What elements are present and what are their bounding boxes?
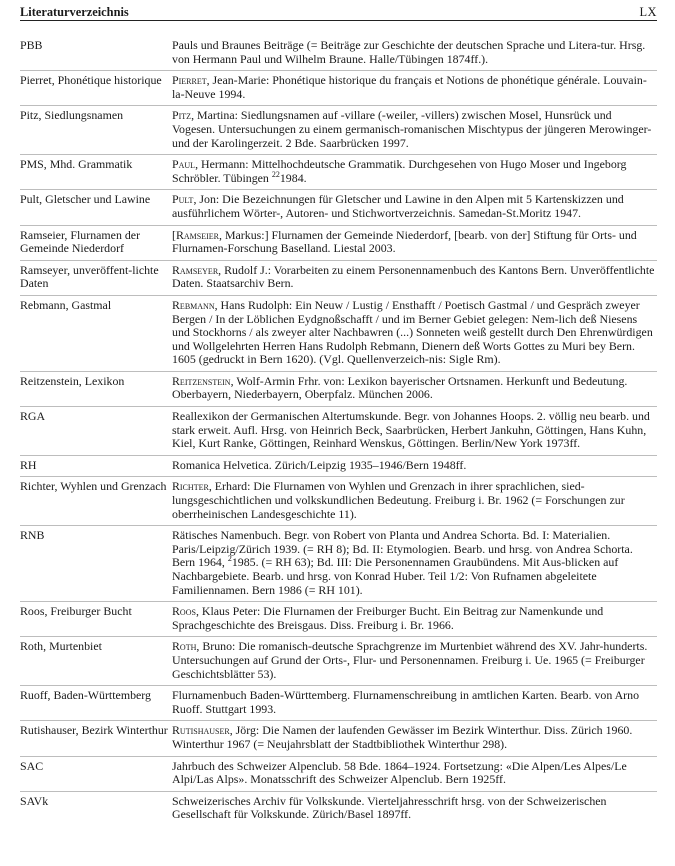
- entry-abbreviation: Roth, Murtenbiet: [20, 639, 102, 654]
- entry-description: Reallexikon der Germanischen Altertumskunde. Begr. von Johannes Hoops. 2. völlig neu bearb. und stark erweit. Aufl. Hrsg. von Heinrich Beck, Saarbrücken, Herbert Jankuhn, Göttingen, Hans Kuhn, Kiel, Kurt Ranke, Göttingen, Reinhard Wenskus, Göttingen. Berlin/New York 1973ff.: [172, 409, 650, 451]
- entry-abbreviation: Ramseyer, unveröffent-lichte Daten: [20, 262, 159, 291]
- bibliography-entry: [20, 36, 657, 71]
- entry-abbreviation: Roos, Freiburger Bucht: [20, 604, 132, 619]
- author-name: Roos: [172, 604, 196, 619]
- entry-description: Roos, Klaus Peter: Die Flurnamen der Freiburger Bucht. Ein Beitrag zur Namenkunde und Sprachgeschichte des Breisgaus. Diss. Freiburg i. Br. 1966.: [172, 604, 604, 632]
- entry-abbreviation: RH: [20, 457, 37, 472]
- entry-description: Reitzenstein, Wolf-Armin Frhr. von: Lexikon bayerischer Ortsnamen. Herkunft und Bedeutung. Oberbayern, Niederbayern, Oberpfalz. München 2006.: [172, 373, 628, 402]
- entry-description: Pult, Jon: Die Bezeichnungen für Gletscher und Lawine in den Alpen mit 5 Kartenskizzen und ausführlichem Wörter-, Autoren- und Stichwortverzeichnis. Samedan-St.Moritz 1947.: [172, 192, 624, 220]
- bibliography-entry: [20, 407, 657, 456]
- entry-abbreviation: Rutishauser, Bezirk Winterthur: [20, 723, 168, 738]
- entry-abbreviation: Rebmann, Gastmal: [20, 297, 112, 312]
- entry-description: Romanica Helvetica. Zürich/Leipzig 1935–1946/Bern 1948ff.: [172, 457, 467, 472]
- entry-description: Pauls und Braunes Beiträge (= Beiträge zur Geschichte der deutschen Sprache und Litera-tur. Hrsg. von Hermann Paul und Wilhelm Braune. Halle/Tübingen 1874ff.).: [172, 38, 646, 66]
- entry-abbreviation: RNB: [20, 528, 45, 543]
- bibliography-entry: [20, 190, 657, 225]
- entry-abbreviation: Reitzenstein, Lexikon: [20, 373, 125, 388]
- running-head: [20, 3, 657, 21]
- author-name: Reitzenstein: [172, 373, 231, 388]
- entry-abbreviation: RGA: [20, 409, 46, 424]
- entry-abbreviation: Pierret, Phonétique historique: [20, 73, 162, 88]
- author-name: Pitz: [172, 108, 192, 123]
- author-name: Paul: [172, 157, 196, 172]
- edition-superscript: 2: [227, 554, 232, 564]
- bibliography-entry: [20, 456, 657, 478]
- entry-abbreviation: Richter, Wyhlen und Grenzach: [20, 479, 167, 494]
- entry-abbreviation: Ramseier, Flurnamen der Gemeinde Niederdorf: [20, 227, 141, 256]
- bibliography-entry: [20, 106, 657, 155]
- entry-description: Rutishauser, Jörg: Die Namen der laufenden Gewässer im Bezirk Winterthur. Diss. Zürich 1960. Winterthur 1967 (= Neujahrsblatt der Stadtbibliothek Winterthur 298).: [172, 723, 633, 751]
- entry-description: Paul, Hermann: Mittelhochdeutsche Grammatik. Durchgesehen von Hugo Moser und Ingeborg Schröbler. Tübingen $^{22}$1984.: [172, 157, 627, 185]
- entry-description: Roth, Bruno: Die romanisch-deutsche Sprachgrenze im Murtenbiet während des XV. Jahr-hunderts. Untersuchungen auf Grund der Orts-, Flur- und Personennamen. Freiburg i. Ue. 1965 (= Freiburger Geschichtsblätter 53).: [172, 639, 648, 681]
- bibliography-entry: [20, 226, 657, 261]
- entry-description: [Ramseier, Markus:] Flurnamen der Gemeinde Niederdorf, [bearb. von der] Stiftung für Orts- und Flurnamen-Forschung Baselland. Liestal 2003.: [172, 227, 637, 256]
- author-name: Rutishauser: [172, 723, 230, 738]
- page-number: LX: [639, 5, 657, 19]
- entry-description: Rätisches Namenbuch. Begr. von Robert von Planta und Andrea Schorta. Bd. I: Materialien. Paris/Leipzig/Zürich 1939. (= RH 8); Bd. II: Etymologien. Bearb. und hrsg. von Andrea Schorta. Bern 1964, $^2$1985. (= RH 63); Bd. III: Die Personennamen Graubündens. Mit Aus-blicken auf Nachbargebiete. Bearb. und hrsg. von Konrad Huber. Teil 1/2: Von Rufnamen abgeleitete Familiennamen. Bern 1986 (= RH 101).: [172, 528, 633, 597]
- entry-description: Flurnamenbuch Baden-Württemberg. Flurnamenschreibung in amtlichen Karten. Bearb. von Arno Ruoff. Stuttgart 1993.: [172, 688, 640, 716]
- entry-description: Rebmann, Hans Rudolph: Ein Neuw / Lustig / Ensthafft / Poetisch Gastmal / und Gespräch zweyer Bergen / In der Löblichen Eydgnoßschafft / und im Berner Gebiet gelegen: Nem-lich deß Niesens und Stockhorns / als zweyer alter Nachbawren (...) Sonneten weiß gestellt durch Den Ehrenwürdigen und Wollgelehrten Herren Hans Rudolph Rebmann, Dienern deß Worts Gottes zu Muri bey Bern. 1605 (gedruckt in Bern 1620). (Vgl. Quellenverzeich-nis: Sigle Rm).: [172, 297, 653, 367]
- bibliography-entry: [20, 792, 657, 826]
- bibliography-entry: [20, 686, 657, 721]
- entry-abbreviation: PBB: [20, 38, 43, 52]
- bibliography-entry: [20, 261, 657, 296]
- author-name: Ramseier: [175, 227, 220, 242]
- entry-description: Jahrbuch des Schweizer Alpenclub. 58 Bde. 1864–1924. Fortsetzung: «Die Alpen/Les Alpes/Le Alpi/Las Alps». Monatsschrift des Schweizer Alpenclub. Bern 1925ff.: [172, 758, 627, 787]
- entry-abbreviation: PMS, Mhd. Grammatik: [20, 157, 133, 172]
- author-name: Ramseyer: [172, 262, 219, 277]
- entry-description: Pierret, Jean-Marie: Phonétique historique du français et Notions de phonétique générale. Louvain-la-Neuve 1994.: [172, 73, 647, 101]
- bibliography-entry: [20, 526, 657, 602]
- author-name: Rebmann: [172, 297, 215, 312]
- author-name: Richter: [172, 479, 209, 494]
- bibliography-entry: [20, 372, 657, 407]
- author-name: Pult: [172, 192, 194, 207]
- entry-description: Richter, Erhard: Die Flurnamen von Wyhlen und Grenzach in ihrer sprachlichen, sied-lungsgeschichtlichen und volkskundlichen Bedeutung. Freiburg i. Br. 1962 (= Forschungen zur oberrheinischen Landesgeschichte 11).: [172, 479, 625, 521]
- entry-description: Schweizerisches Archiv für Volkskunde. Vierteljahresschrift hrsg. von der Schweizerischen Gesellschaft für Volkskunde. Zürich/Basel 1897ff.: [172, 793, 607, 822]
- entry-abbreviation: SAVk: [20, 793, 49, 808]
- section-title: Literaturverzeichnis: [20, 5, 129, 19]
- bibliography-entry: [20, 757, 657, 792]
- entry-description: Pitz, Martina: Siedlungsnamen auf -villare (-weiler, -villers) zwischen Mosel, Hunsrück und Vogesen. Untersuchungen zu einem germanisch-romanischen Mischtypus der jüngeren Merowinger- und der Karolingerzeit. 2 Bde. Saarbrücken 1997.: [172, 108, 652, 150]
- entry-abbreviation: Pitz, Siedlungsnamen: [20, 108, 124, 123]
- bibliography-entry: [20, 721, 657, 756]
- entry-description: Ramseyer, Rudolf J.: Vorarbeiten zu einem Personennamenbuch des Kantons Bern. Unveröffentlichte Daten. Staatsarchiv Bern.: [172, 262, 655, 291]
- author-name: Roth: [172, 639, 197, 654]
- bibliography-entry: [20, 296, 657, 372]
- bibliography-entry: [20, 71, 657, 106]
- author-name: Pierret: [172, 73, 207, 88]
- bibliography-list: [20, 36, 657, 826]
- bibliography-entry: [20, 477, 657, 526]
- bibliography-entry: [20, 602, 657, 637]
- bibliography-entry: [20, 155, 657, 190]
- edition-superscript: 22: [271, 169, 280, 179]
- bibliography-entry: [20, 637, 657, 686]
- entry-abbreviation: SAC: [20, 758, 44, 773]
- entry-abbreviation: Ruoff, Baden-Württemberg: [20, 688, 151, 703]
- entry-abbreviation: Pult, Gletscher und Lawine: [20, 192, 151, 207]
